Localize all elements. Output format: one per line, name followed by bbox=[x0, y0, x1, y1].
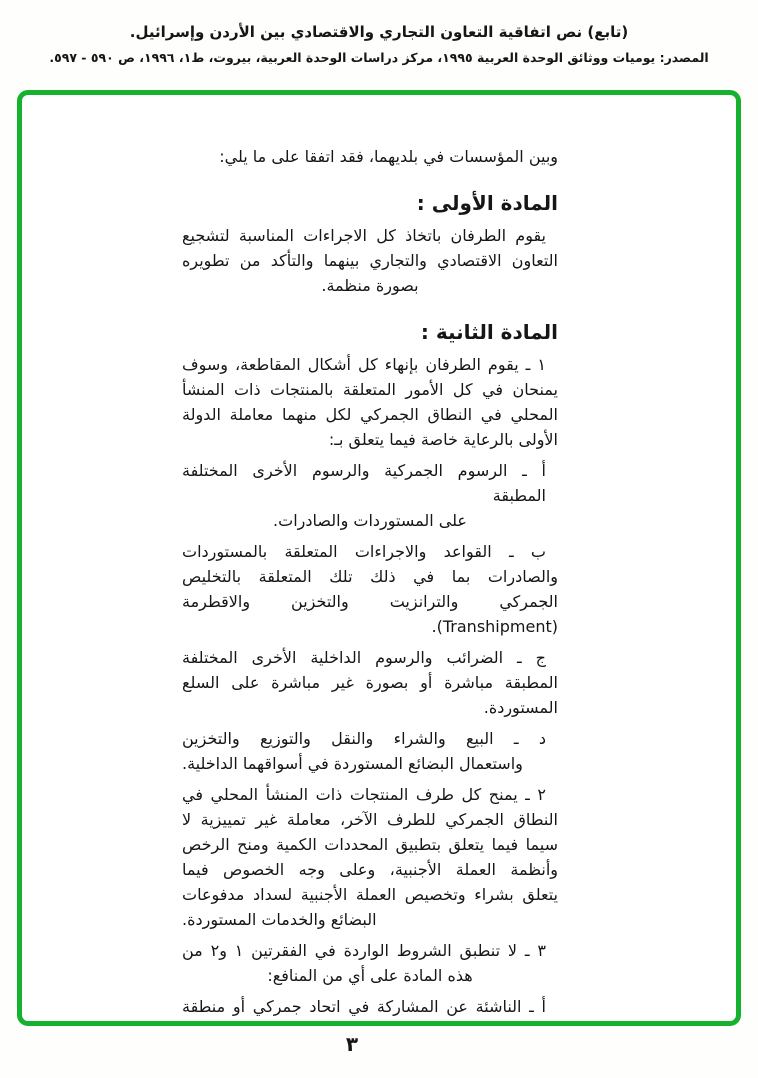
article-1 bbox=[182, 189, 558, 298]
text-line: بصورة منظمة. bbox=[321, 276, 419, 295]
text-line: هذه المادة على أي من المنافع: bbox=[267, 966, 473, 985]
text-line: المحلي في النطاق الجمركي لكل منهما معاملة الدولة bbox=[182, 405, 558, 424]
document-title: (تابع) نص اتفاقية التعاون التجاري والاقتصادي بين الأردن وإسرائيل. bbox=[129, 23, 629, 41]
paragraph bbox=[182, 458, 558, 533]
article-heading: المادة الثانية : bbox=[420, 320, 558, 344]
paragraph bbox=[182, 994, 558, 1019]
text-line: أ ـ الرسوم الجمركية والرسوم الأخرى المختلفة المطبقة bbox=[182, 461, 546, 505]
paragraph bbox=[182, 223, 558, 298]
paragraph bbox=[182, 726, 558, 776]
paragraph bbox=[182, 352, 558, 452]
text-line: النطاق الجمركي للطرف الآخر، معاملة غير تمييزية لا bbox=[182, 810, 558, 829]
document-text-column bbox=[182, 95, 558, 1019]
text-line: يقوم الطرفان باتخاذ كل الاجراءات المناسبة لتشجيع bbox=[182, 226, 546, 245]
paragraph bbox=[182, 782, 558, 932]
text-line: ١ ـ يقوم الطرفان بإنهاء كل أشكال المقاطعة، وسوف bbox=[182, 355, 546, 374]
text-line: التعاون الاقتصادي والتجاري بينهما والتأكد من تطويره bbox=[182, 251, 558, 270]
page-header bbox=[0, 22, 758, 66]
text-line: الجمركي والترانزيت والتخزين والاقطرمة bbox=[182, 592, 558, 611]
text-line: المطبقة مباشرة أو بصورة غير مباشرة على السلع bbox=[182, 673, 558, 692]
document-frame bbox=[17, 90, 741, 1026]
paragraph bbox=[182, 539, 558, 639]
text-line: ب ـ القواعد والاجراءات المتعلقة بالمستوردات bbox=[182, 542, 546, 561]
text-line: د ـ البيع والشراء والنقل والتوزيع والتخزين bbox=[182, 729, 546, 748]
text-line: والصادرات بما في ذلك تلك المتعلقة بالتخليص bbox=[182, 567, 558, 586]
text-line: ج ـ الضرائب والرسوم الداخلية الأخرى المختلفة bbox=[182, 648, 546, 667]
paragraph bbox=[182, 645, 558, 720]
text-line: وأنظمة العملة الأجنبية، وعلى وجه الخصوص فيما bbox=[182, 860, 558, 879]
page-footer bbox=[0, 1032, 758, 1056]
text-line: (Transhipment). bbox=[431, 617, 558, 636]
text-line: المستوردة. bbox=[483, 698, 558, 717]
text-line: يتعلق بشراء وتخصيص العملة الأجنبية لسداد مدفوعات bbox=[182, 885, 558, 904]
text-line: يمنحان في كل الأمور المتعلقة بالمنتجات ذات المنشأ bbox=[182, 380, 558, 399]
text-line: ٣ ـ لا تنطبق الشروط الواردة في الفقرتين ١ و٢ من bbox=[182, 941, 546, 960]
text-line: على المستوردات والصادرات. bbox=[273, 511, 467, 530]
article-heading: المادة الأولى : bbox=[416, 191, 558, 215]
source-citation: المصدر: يوميات ووثائق الوحدة العربية ١٩٩٥، مركز دراسات الوحدة العربية، بيروت، ط١، ١٩٩٦، ص ٥٩٠ - ٥٩٧. bbox=[49, 50, 709, 65]
text-line: البضائع والخدمات المستوردة. bbox=[182, 910, 377, 929]
text-line: أ ـ الناشئة عن المشاركة في اتحاد جمركي أو منطقة bbox=[182, 997, 546, 1016]
page-number: ٣ bbox=[345, 1032, 359, 1056]
article-2 bbox=[182, 318, 558, 1019]
text-line: سيما فيما يتعلق بتطبيق المحددات الكمية ومنح الرخص bbox=[182, 835, 558, 854]
text-line: ٢ ـ يمنح كل طرف المنتجات ذات المنشأ المحلي في bbox=[182, 785, 546, 804]
text-line: واستعمال البضائع المستوردة في أسواقهما الداخلية. bbox=[182, 754, 523, 773]
text-line: الأولى بالرعاية خاصة فيما يتعلق بـ: bbox=[328, 430, 558, 449]
intro-line: وبين المؤسسات في بلديهما، فقد اتفقا على ما يلي: bbox=[219, 147, 558, 166]
paragraph bbox=[182, 938, 558, 988]
